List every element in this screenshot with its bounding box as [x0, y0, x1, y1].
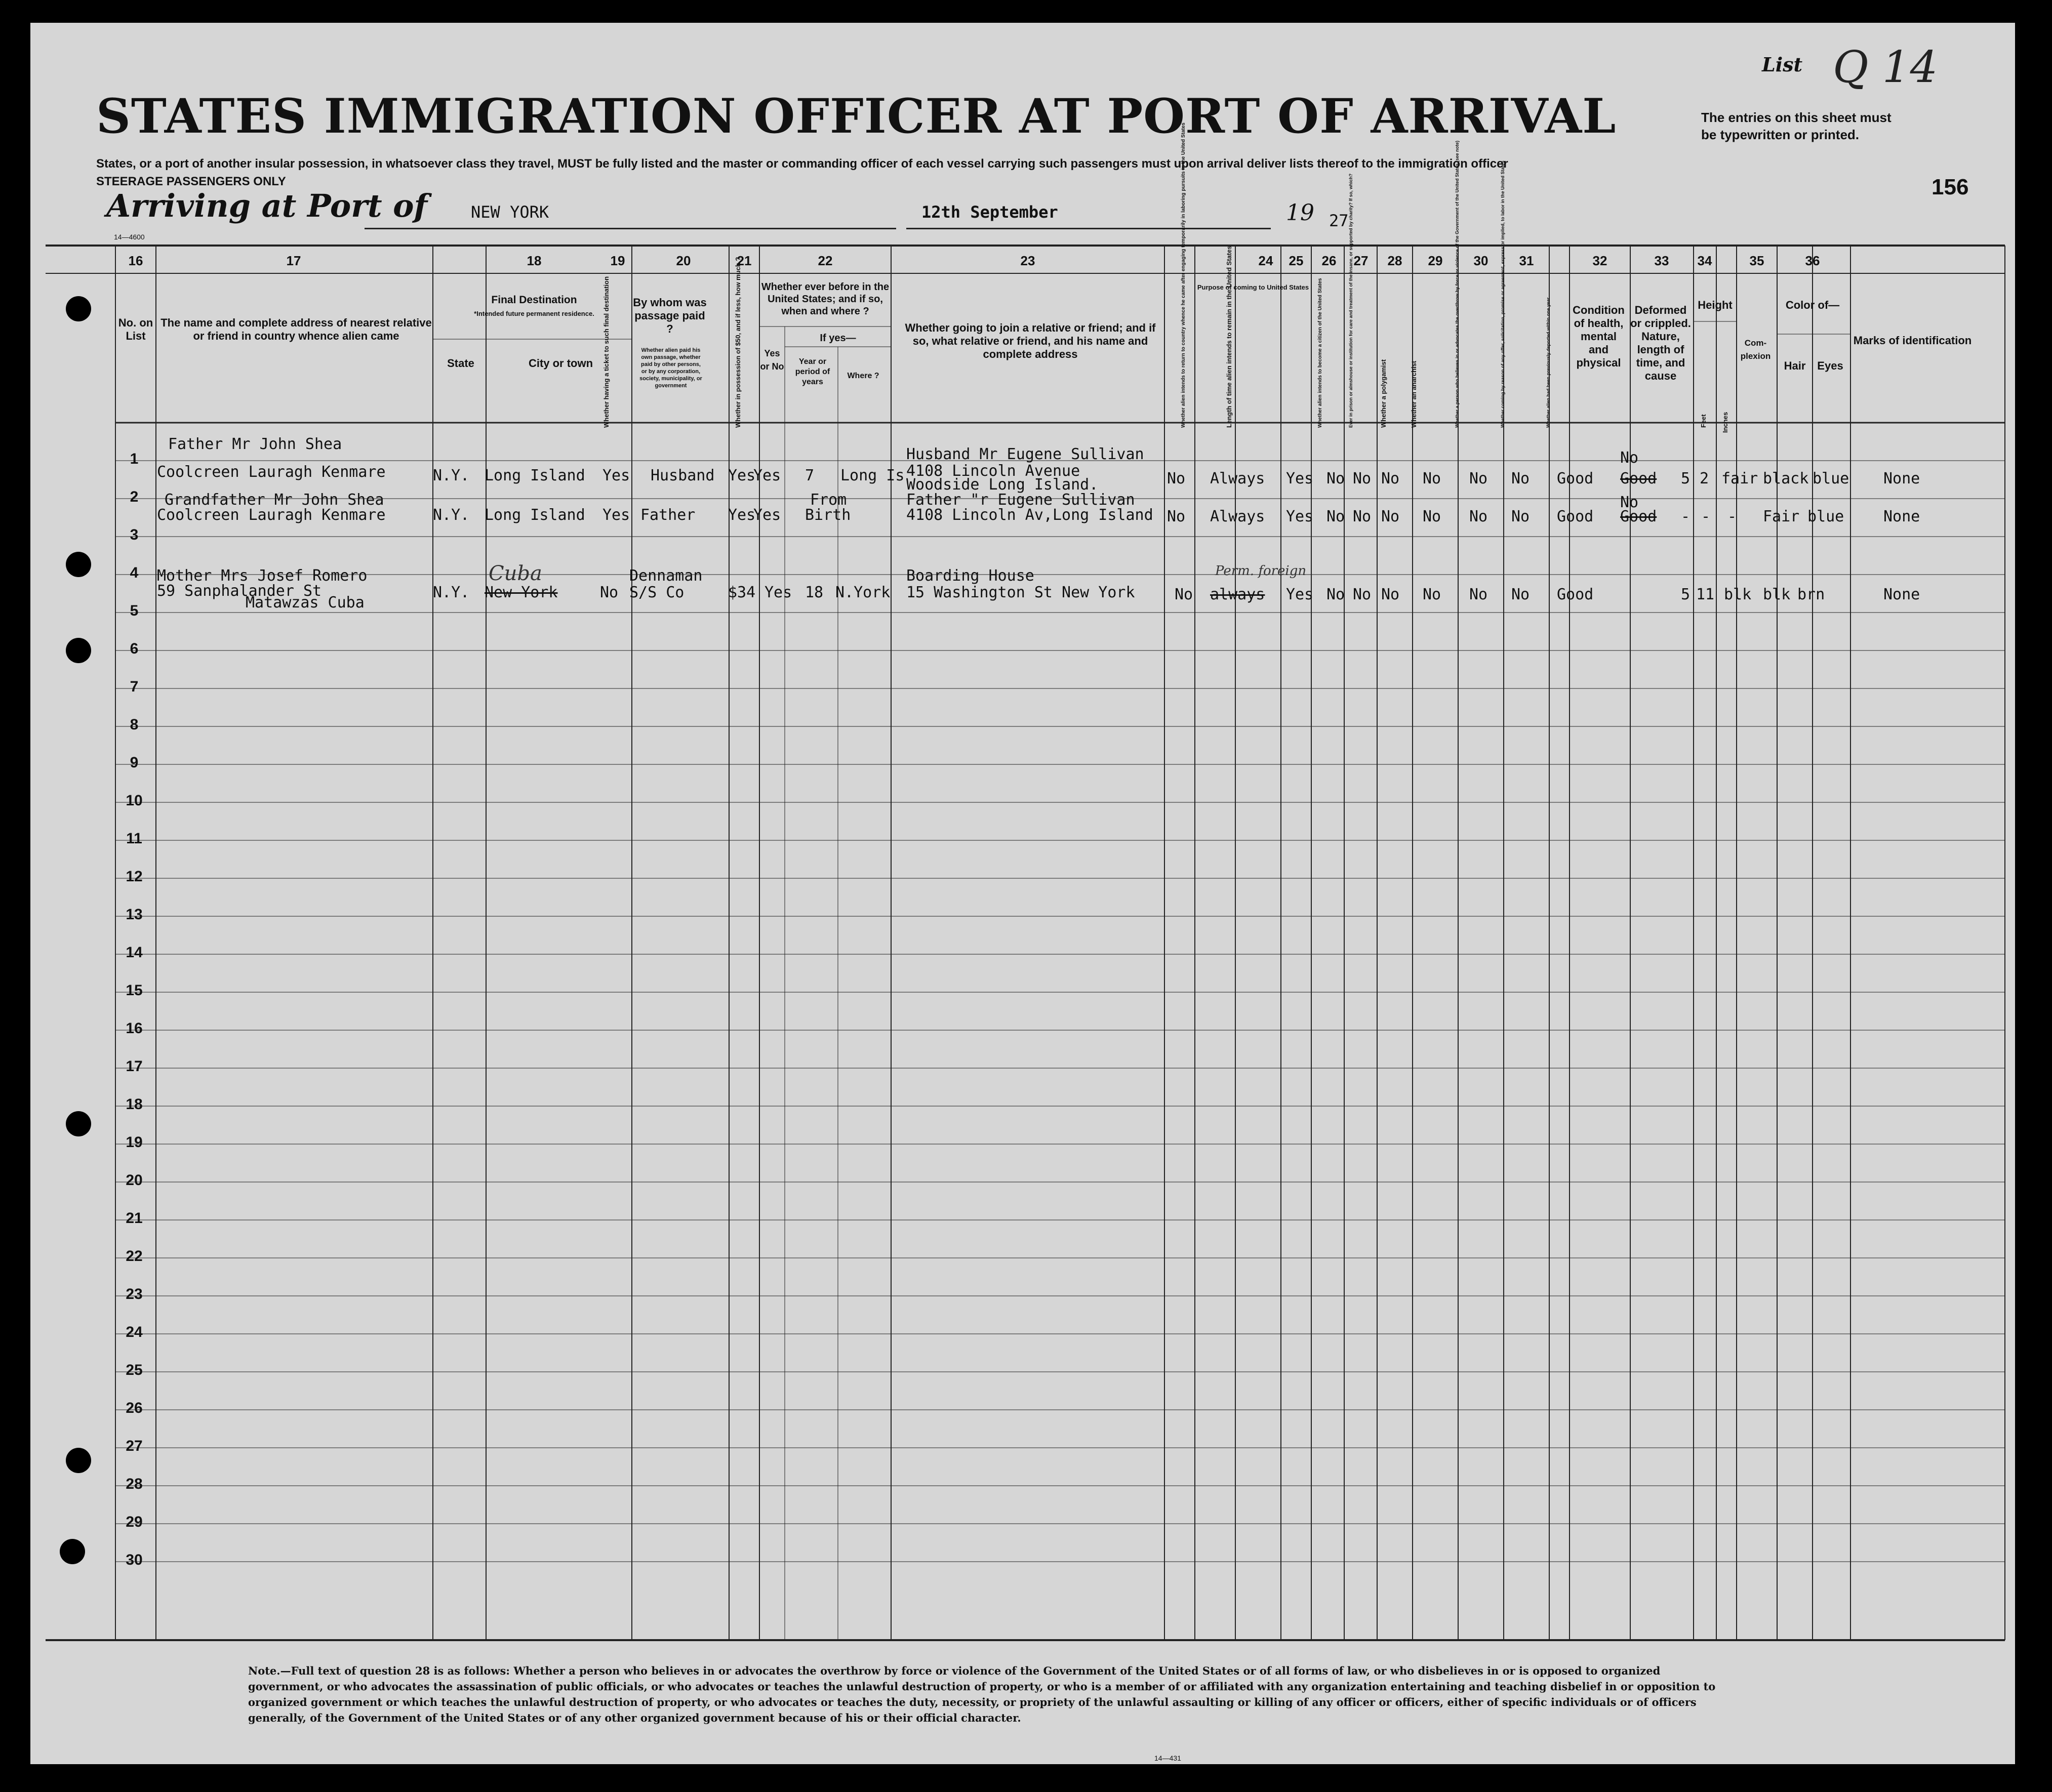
row-number: 4 — [130, 564, 139, 581]
header-state: State — [447, 357, 474, 370]
binder-hole — [66, 552, 91, 577]
row-number: 6 — [130, 640, 139, 657]
column-number: 28 — [1387, 253, 1402, 268]
cell-prison: No — [1326, 470, 1345, 487]
row-number: 21 — [126, 1210, 143, 1227]
row-number: 15 — [126, 982, 143, 999]
cell-prison: No — [1326, 586, 1345, 603]
table-grid — [30, 23, 2015, 1764]
cell-anarchist: No — [1381, 470, 1400, 487]
binder-hole — [66, 638, 91, 663]
cell-length: always — [1210, 586, 1265, 603]
cell-q30: No — [1511, 508, 1530, 525]
cell-years: 18 — [805, 584, 824, 601]
typewritten-note-line-1: The entries on this sheet must — [1701, 110, 1892, 125]
header-eyes: Eyes — [1817, 359, 1843, 372]
row-number: 9 — [130, 754, 139, 771]
cell-length: Always — [1210, 470, 1265, 487]
footer-note: Note.—Full text of question 28 is as follows: Whether a person who believes in or advocates the overthrow by force or violence of the Government of the United States or of all forms of law, or who disbelieves in or is opposed to organized government, or who advocates the assassination of public officials, or who advocates or teaches the unlawful destruction of property, or who is a member of or affiliated with any organization entertaining and teaching disbelief in or opposition to organized government or which teaches the unlawful destruction of property, or who advocates or teaches the duty, necessity, or propriety of the unlawful assaulting or killing of any officer or officers, either of specific individuals or of officers generally, of the Government of the United States or of any other organized government because of his or their official character. — [248, 1664, 1716, 1724]
header-polygamist: Whether a polygamist — [1380, 359, 1387, 428]
list-number: Q 14 — [1833, 42, 1938, 93]
cell-purpose: No — [1167, 470, 1186, 487]
header-final-destination-note: *Intended future permanent residence. — [474, 310, 594, 317]
form-number-bottom: 14—431 — [1154, 1754, 1181, 1762]
cell-q28: No — [1423, 586, 1441, 603]
port-name: NEW YORK — [471, 202, 549, 222]
row-number: 19 — [126, 1134, 143, 1151]
row-number: 30 — [126, 1552, 143, 1568]
header-passage-note: Whether alien paid his own passage, whether paid by other persons, or by any corporation, society, municipality, or government — [639, 347, 702, 389]
cell-inches: 11 — [1696, 586, 1715, 603]
cell-deformed-top: No — [1620, 449, 1639, 467]
cell-purpose: No — [1167, 508, 1186, 525]
row-number: 28 — [126, 1476, 143, 1492]
cell-paid: Father — [640, 506, 696, 524]
cell-hair: black — [1763, 470, 1809, 487]
cell-join-1: Boarding House — [906, 567, 1034, 585]
subtitle-line-2: STEERAGE PASSENGERS ONLY — [96, 175, 286, 188]
cell-eyes: brn — [1797, 586, 1825, 603]
header-feet: Feet — [1700, 414, 1707, 428]
cell-years-2: Birth — [805, 506, 851, 524]
cell-eyes: blue — [1807, 508, 1844, 525]
column-number: 23 — [1020, 253, 1035, 268]
year-suffix: 27 — [1329, 211, 1349, 230]
header-final-destination: Final Destination — [491, 294, 577, 306]
cell-health: Good — [1557, 508, 1594, 525]
header-health: Condition of health, mental and physical — [1573, 304, 1625, 369]
row-number: 1 — [130, 451, 139, 467]
cell-relative: Grandfather Mr John Shea — [165, 491, 384, 509]
cell-city: Long Island — [485, 506, 585, 524]
cell-complexion: blk — [1724, 586, 1752, 603]
cell-money: $34 — [728, 584, 756, 601]
cell-join-2: 15 Washington St New York — [906, 584, 1135, 601]
cell-paid: Husband — [651, 467, 715, 484]
year-prefix: 19 — [1286, 200, 1314, 226]
row-number: 3 — [130, 526, 139, 543]
cell-ticket: No — [600, 584, 619, 601]
row-number: 29 — [126, 1514, 143, 1530]
row-number: 2 — [130, 488, 139, 505]
column-number: 22 — [818, 253, 833, 268]
cell-length-handwritten: Perm. foreign — [1215, 563, 1307, 579]
cell-polygamist: No — [1353, 508, 1372, 525]
binder-hole — [66, 1111, 91, 1136]
header-ticket: Whether having a ticket to such final destination — [602, 276, 610, 428]
cell-before: Yes — [753, 467, 781, 484]
cell-state: N.Y. — [433, 467, 470, 484]
header-inches: Inches — [1721, 412, 1729, 433]
list-label: List — [1762, 53, 1803, 76]
row-number: 5 — [130, 602, 139, 619]
page-title: STATES IMMIGRATION OFFICER AT PORT OF ARRIVAL — [96, 89, 1617, 144]
cell-years-1: From — [810, 491, 847, 509]
row-number: 16 — [126, 1020, 143, 1037]
column-number: 19 — [610, 253, 625, 268]
cell-q29: No — [1469, 586, 1488, 603]
cell-marks: None — [1883, 586, 1920, 603]
cell-where: N.York — [835, 584, 891, 601]
typewritten-note-line-2: be typewritten or printed. — [1701, 127, 1860, 142]
cell-polygamist: No — [1353, 470, 1372, 487]
column-number: 27 — [1353, 253, 1369, 268]
cell-join-1: Husband Mr Eugene Sullivan — [906, 445, 1144, 463]
column-number: 30 — [1473, 253, 1488, 268]
header-nearest-relative: The name and complete address of nearest relative or friend in country whence alien came — [160, 316, 432, 342]
cell-relative-address: 59 Sanphalander St — [157, 582, 322, 600]
cell-relative-address: Coolcreen Lauragh Kenmare — [157, 506, 386, 524]
cell-years: 7 — [805, 467, 815, 484]
row-number: 27 — [126, 1438, 143, 1454]
cell-where: Long Is — [840, 467, 905, 484]
form-number-top: 14—4600 — [114, 233, 145, 241]
cell-relative-city: Matawzas Cuba — [246, 594, 365, 612]
binder-hole — [66, 296, 91, 321]
cell-join-1: Father "r Eugene Sullivan — [906, 491, 1135, 509]
cell-marks: None — [1883, 508, 1920, 525]
header-anarchist: Whether an anarchist — [1410, 360, 1418, 428]
row-number: 10 — [126, 792, 143, 809]
column-number: 32 — [1592, 253, 1607, 268]
header-yes-no: Yes or No — [760, 348, 784, 372]
cell-relative: Mother Mrs Josef Romero — [157, 567, 368, 585]
cell-money: Yes — [728, 467, 756, 484]
row-number: 13 — [126, 906, 143, 923]
cell-q29: No — [1469, 470, 1488, 487]
cell-marks: None — [1883, 470, 1920, 487]
column-number: 18 — [527, 253, 542, 268]
cell-ticket: Yes — [602, 467, 630, 484]
header-complexion: Com-plexion — [1740, 338, 1771, 361]
cell-relative: Father Mr John Shea — [168, 435, 342, 453]
row-number: 25 — [126, 1362, 143, 1378]
cell-deformed-top: No — [1620, 494, 1639, 511]
cell-citizen: Yes — [1286, 470, 1314, 487]
column-number: 31 — [1519, 253, 1534, 268]
column-number: 21 — [737, 253, 752, 268]
header-q30: Whether alien had been previously deported within one year — [1546, 297, 1551, 428]
cell-q28: No — [1423, 508, 1441, 525]
cell-deformed: Good — [1620, 470, 1657, 487]
cell-q30: No — [1511, 586, 1530, 603]
header-color-of: Color of— — [1785, 299, 1840, 311]
cell-paid-2: S/S Co — [629, 584, 685, 601]
row-number: 24 — [126, 1324, 143, 1340]
cell-city: New York — [485, 584, 558, 601]
column-number: 26 — [1321, 253, 1337, 268]
row-number: 22 — [126, 1248, 143, 1265]
cell-inches: 2 — [1700, 470, 1709, 487]
cell-citizen: Yes — [1286, 586, 1314, 603]
header-before-us: Whether ever before in the United States; and if so, when and where ? — [761, 281, 890, 317]
column-number: 29 — [1428, 253, 1443, 268]
cell-join-2: 4108 Lincoln Av,Long Island — [906, 506, 1153, 524]
row-number: 12 — [126, 868, 143, 885]
cell-q30: No — [1511, 470, 1530, 487]
cell-feet: 5 — [1681, 470, 1691, 487]
cell-polygamist: No — [1353, 586, 1372, 603]
cell-citizen: Yes — [1286, 508, 1314, 525]
cell-eyes: blue — [1813, 470, 1849, 487]
row-number: 8 — [130, 716, 139, 733]
header-where: Where ? — [847, 372, 879, 380]
cell-state: N.Y. — [433, 506, 470, 524]
header-height: Height — [1698, 299, 1733, 311]
row-number: 17 — [126, 1058, 143, 1075]
subtitle-line-1: States, or a port of another insular possession, in whatsoever class they travel, MUST be fully listed and the master or commanding officer of each vessel carrying such passengers must upon arrival deliver lists thereof to the immigration officer — [96, 157, 1508, 171]
column-number: 16 — [128, 253, 143, 268]
cell-anarchist: No — [1381, 586, 1400, 603]
cell-health: Good — [1557, 586, 1594, 603]
cell-feet: - — [1681, 508, 1691, 525]
cell-hair: Fair — [1763, 508, 1800, 525]
column-number: 35 — [1749, 253, 1764, 268]
cell-city-handwritten: Cuba — [489, 562, 542, 585]
cell-length: Always — [1210, 508, 1265, 525]
arriving-label: Arriving at Port of — [106, 187, 428, 224]
column-number: 33 — [1654, 253, 1669, 268]
cell-before: Yes — [765, 584, 792, 601]
manifest-sheet — [30, 23, 2015, 1764]
column-number: 34 — [1697, 253, 1712, 268]
cell-paid-1: Dennaman — [629, 567, 703, 585]
cell-ticket: Yes — [602, 506, 630, 524]
column-number: 24 — [1258, 253, 1273, 268]
cell-complexion: - — [1727, 508, 1737, 525]
row-number: 26 — [126, 1400, 143, 1416]
cell-complexion: fair — [1721, 470, 1758, 487]
header-no-on-list: No. on List — [118, 316, 153, 342]
cell-deformed: Good — [1620, 508, 1657, 525]
header-citizen: Whether alien intends to become a citizen of the United States — [1317, 278, 1323, 428]
row-number: 18 — [126, 1096, 143, 1113]
header-city: City or town — [528, 357, 593, 370]
cell-q29: No — [1469, 508, 1488, 525]
cell-relative-address: Coolcreen Lauragh Kenmare — [157, 463, 386, 481]
cell-join-2: 4108 Lincoln Avenue — [906, 462, 1080, 480]
header-purpose-return: Whether alien intends to return to country whence he came after engaging temporarily in laboring pursuits in the United States — [1181, 123, 1186, 428]
cell-q28: No — [1423, 470, 1441, 487]
header-q28: Whether a person who believes in or advocates the overthrow by force or violence of the Government of the United States (see note) — [1455, 140, 1460, 428]
cell-join-3: Woodside Long Island. — [906, 476, 1099, 494]
cell-city: Long Island — [485, 467, 585, 484]
header-q29: Whether coming by reason of any offer, solicitation, promise or agreement, express or implied, to labor in the United States — [1500, 160, 1505, 428]
cell-inches: - — [1701, 508, 1711, 525]
cell-hair: blk — [1763, 586, 1791, 603]
cell-prison: No — [1326, 508, 1345, 525]
cell-purpose: No — [1175, 586, 1193, 603]
binder-hole — [60, 1539, 85, 1564]
header-prison: Ever in prison or almshouse or institution for care and treatment of the insane, or supported by charity? If so, which? — [1348, 173, 1353, 428]
page-number: 156 — [1932, 175, 1969, 199]
row-number: 23 — [126, 1286, 143, 1302]
header-hair: Hair — [1784, 359, 1806, 372]
cell-anarchist: No — [1381, 508, 1400, 525]
row-number: 14 — [126, 944, 143, 961]
column-number: 25 — [1289, 253, 1304, 268]
header-year-period: Year or period of years — [795, 357, 830, 386]
arrival-date: 12th September — [921, 202, 1058, 222]
header-deformed: Deformed or crippled. Nature, length of time, and cause — [1630, 304, 1691, 382]
cell-state: N.Y. — [433, 584, 470, 601]
header-money: Whether in possession of $50, and if less, how much ? — [734, 257, 742, 428]
row-number: 11 — [126, 830, 142, 847]
row-number: 20 — [126, 1172, 143, 1189]
cell-money: Yes — [728, 506, 756, 524]
header-passage-paid: By whom was passage paid ? — [633, 296, 707, 335]
header-purpose: Purpose of coming to United States — [1197, 283, 1309, 291]
header-if-yes: If yes— — [820, 333, 856, 344]
row-number: 7 — [130, 678, 139, 695]
column-number: 20 — [676, 253, 691, 268]
cell-health: Good — [1557, 470, 1594, 487]
header-marks: Marks of identification — [1853, 334, 1972, 347]
column-number: 17 — [286, 253, 301, 268]
header-length-stay: Length of time alien intends to remain in the United States — [1225, 246, 1233, 428]
binder-hole — [66, 1448, 91, 1473]
cell-feet: 5 — [1681, 586, 1691, 603]
header-joining: Whether going to join a relative or friend; and if so, what relative or friend, and his name and complete address — [905, 321, 1156, 360]
column-number: 36 — [1805, 253, 1820, 268]
cell-before: Yes — [753, 506, 781, 524]
